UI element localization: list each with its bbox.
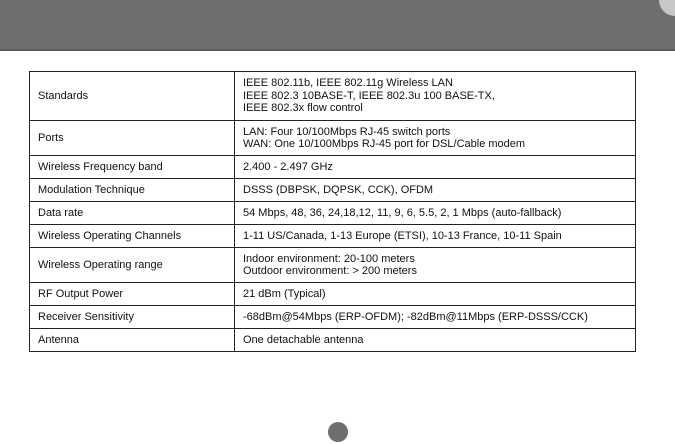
specifications-table (29, 71, 636, 352)
spec-value-line: -68dBm@54Mbps (ERP-OFDM); -82dBm@11Mbps (ERP-DSSS/CCK) (243, 310, 588, 323)
spec-row-operating-range (30, 248, 636, 283)
spec-label: Receiver Sensitivity (30, 306, 235, 329)
spec-value (235, 202, 636, 225)
spec-row-frequency-band (30, 156, 636, 179)
spec-row-receiver-sensitivity (30, 306, 636, 329)
spec-value (235, 329, 636, 352)
spec-value-line: DSSS (DBPSK, DQPSK, CCK), OFDM (243, 183, 434, 196)
spec-value (235, 121, 636, 156)
spec-value-line: LAN: Four 10/100Mbps RJ-45 switch ports (243, 125, 451, 138)
spec-value-line: Indoor environment: 20-100 meters (243, 252, 415, 265)
spec-value-line: IEEE 802.3x flow control (243, 102, 363, 115)
spec-row-rf-output-power (30, 283, 636, 306)
spec-value-line: IEEE 802.3 10BASE-T, IEEE 802.3u 100 BASE-TX, (243, 89, 495, 102)
spec-value-line: Outdoor environment: > 200 meters (243, 265, 417, 277)
spec-value-line: One detachable antenna (243, 333, 364, 346)
spec-value-line: WAN: One 10/100Mbps RJ-45 port for DSL/Cable modem (243, 138, 526, 150)
spec-row-channels (30, 225, 636, 248)
spec-value (235, 248, 636, 283)
spec-label: RF Output Power (30, 283, 235, 306)
spec-label: Wireless Frequency band (30, 156, 235, 179)
spec-value (235, 283, 636, 306)
spec-label: Antenna (30, 329, 235, 352)
spec-row-ports (30, 121, 636, 156)
spec-row-antenna (30, 329, 636, 352)
spec-label: Wireless Operating Channels (30, 225, 235, 248)
spec-value-line: 54 Mbps, 48, 36, 24,18,12, 11, 9, 6, 5.5, 2, 1 Mbps (auto-fallback) (243, 206, 562, 219)
spec-label: Wireless Operating range (30, 248, 235, 283)
spec-value-line: IEEE 802.11b, IEEE 802.11g Wireless LAN (243, 77, 453, 90)
spec-value (235, 225, 636, 248)
spec-label: Standards (30, 72, 235, 121)
header-corner-tab (659, 0, 675, 16)
spec-label: Data rate (30, 202, 235, 225)
page-number-dot (328, 422, 348, 442)
spec-row-standards (30, 72, 636, 121)
header-band (0, 0, 675, 51)
spec-row-modulation (30, 179, 636, 202)
spec-value (235, 179, 636, 202)
spec-value-line: 1-11 US/Canada, 1-13 Europe (ETSI), 10-13 France, 10-11 Spain (243, 229, 562, 242)
spec-row-data-rate (30, 202, 636, 225)
spec-label: Modulation Technique (30, 179, 235, 202)
spec-value (235, 156, 636, 179)
spec-value-line: 21 dBm (Typical) (243, 287, 326, 300)
spec-value (235, 306, 636, 329)
spec-value (235, 72, 636, 121)
spec-value-line: 2.400 - 2.497 GHz (243, 160, 333, 173)
spec-label: Ports (30, 121, 235, 156)
